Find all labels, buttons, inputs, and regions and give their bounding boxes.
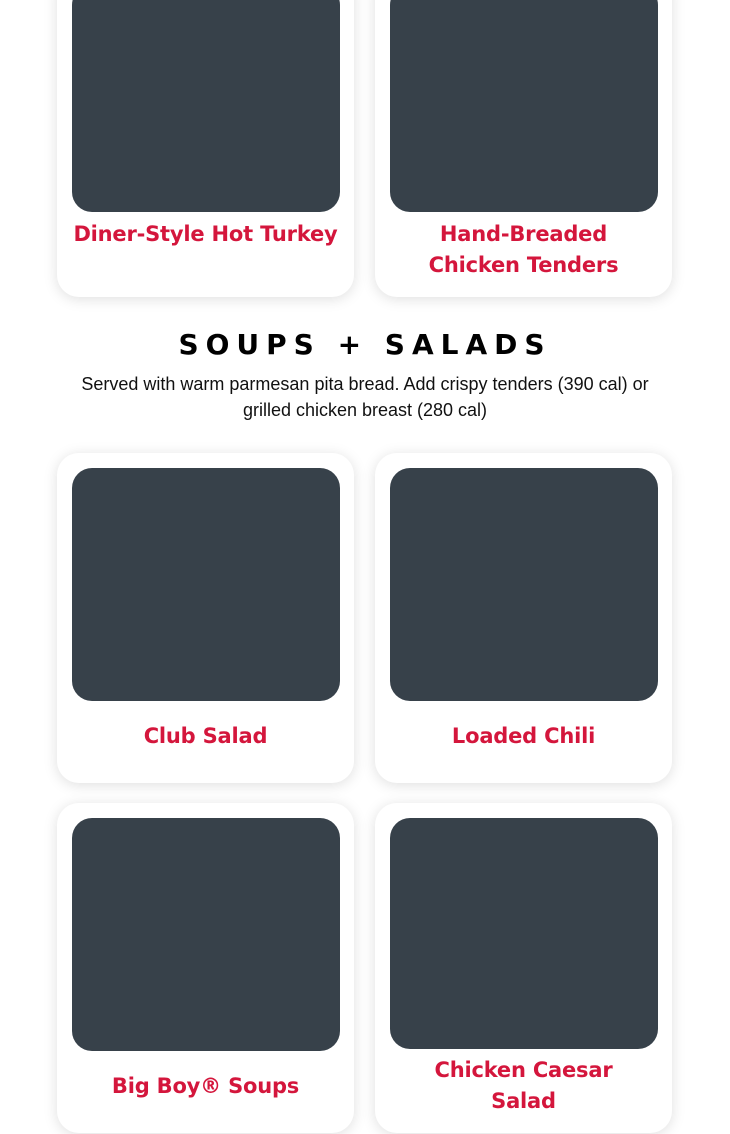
menu-item-title[interactable]: Big Boy® Soups xyxy=(111,1074,300,1098)
section-description: Served with warm parmesan pita bread. Add crispy tenders (390 cal) or grilled chicken breast (280 cal) xyxy=(81,374,649,420)
menu-item-image[interactable] xyxy=(72,818,340,1051)
menu-card-chicken-caesar-salad[interactable] xyxy=(375,803,672,1133)
menu-card-hand-breaded-chicken-tenders[interactable] xyxy=(375,0,672,297)
menu-item-title[interactable]: Loaded Chili xyxy=(451,724,596,748)
menu-item-image[interactable] xyxy=(390,818,658,1049)
section-heading: SOUPS + SALADS xyxy=(178,328,552,361)
menu-item-image[interactable] xyxy=(72,0,340,212)
menu-item-title[interactable]: Hand-Breaded Chicken Tenders xyxy=(428,222,619,277)
menu-item-title[interactable]: Chicken Caesar Salad xyxy=(434,1058,613,1113)
menu-item-image[interactable] xyxy=(390,0,658,212)
menu-card-big-boy-soups[interactable] xyxy=(57,803,354,1133)
menu-item-title[interactable]: Club Salad xyxy=(143,724,268,748)
menu-item-image[interactable] xyxy=(72,468,340,701)
menu-item-title[interactable]: Diner-Style Hot Turkey xyxy=(73,222,338,246)
menu-card-club-salad[interactable] xyxy=(57,453,354,783)
menu-item-image[interactable] xyxy=(390,468,658,701)
menu-card-loaded-chili[interactable] xyxy=(375,453,672,783)
menu-card-diner-style-hot-turkey[interactable] xyxy=(57,0,354,297)
